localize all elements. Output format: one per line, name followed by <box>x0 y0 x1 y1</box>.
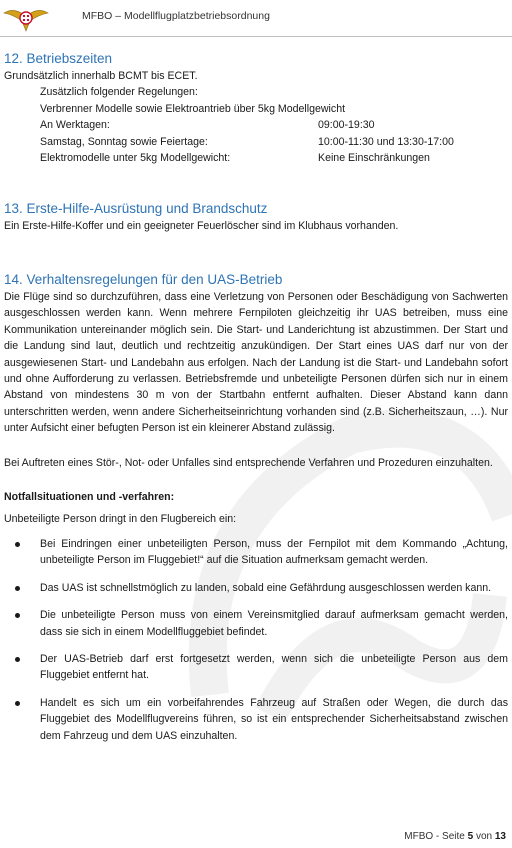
emergency-list <box>0 536 512 744</box>
hours-value: 10:00-11:30 und 13:30-17:00 <box>318 135 454 148</box>
club-logo-icon <box>2 3 50 33</box>
emergency-heading: Notfallsituationen und -verfahren: <box>4 491 175 504</box>
hours-row-electric <box>0 150 512 166</box>
section-14-para1: Die Flüge sind so durchzuführen, dass eine Verletzung von Personen oder Beschädigung von Sachwerten ausgeschlossen werden kann. Wenn mehrere Fernpiloten gleichzeitig ihr UAS betreiben, muss eine Kommunikation untereinander möglich sein. Die Start- und Landerichtung ist abzustimmen. Der Start und die Landung sind laut, deutlich und rechtzeitig anzukündigen. Der Start eines UAS darf nur von der ausgewiesenen Start- und Landebahn aus erfolgen. Nach der Landung ist die Start- und Landebahn sofort und ohne Aufforderung zu verlassen. Betriebsfremde und unbeteiligte Personen dürfen sich nur in einem Abstand von mindestens 30 m von der Startbahn entfernt aufhalten. Dieser Abstand kann dann unterschritten werden, wenn andere Sicherheitseinrichtung vorhanden sind (z.B. Sicherheitszaun, …). Nur unter Aufsicht einer befugten Person ist ein kleinerer Abstand zulässig. <box>4 291 508 435</box>
list-item-text: Die unbeteiligte Person muss von einem Vereinsmitglied darauf aufmerksam gemacht werden, dass sie sich in einem Modellfluggebiet befindet. <box>40 609 508 638</box>
list-item-text: Der UAS-Betrieb darf erst fortgesetzt werden, wenn sich die unbeteiligte Person aus dem Fluggebiet entfernt hat. <box>40 652 508 682</box>
section-14-para2: Bei Auftreten eines Stör-, Not- oder Unfalles sind entsprechende Verfahren und Prozeduren einzuhalten. <box>4 456 493 469</box>
list-item-text: Bei Eindringen einer unbeteiligten Person, muss der Fernpilot mit dem Kommando „Achtung, unbeteiligte Person im Fluggebiet!“ auf die Situation aufmerksam gemacht werden. <box>40 537 508 567</box>
list-item <box>0 695 512 744</box>
section-14-title: 14. Verhaltensregelungen für den UAS-Betrieb <box>4 272 283 287</box>
hours-value: Keine Einschränkungen <box>318 152 430 164</box>
section-12-intro: Grundsätzlich innerhalb BCMT bis ECET. <box>4 70 198 82</box>
hours-value: 09:00-19:30 <box>318 119 375 132</box>
section-12-line1: Zusätzlich folgender Regelungen: <box>40 86 198 99</box>
list-item <box>0 651 512 684</box>
bullet-dot-icon <box>15 657 20 662</box>
section-13 <box>0 200 512 234</box>
bullet-dot-icon <box>15 542 20 547</box>
bullet-dot-icon <box>15 613 20 618</box>
page-footer <box>404 829 506 845</box>
hours-label: Elektromodelle unter 5kg Modellgewicht: <box>40 152 231 164</box>
section-13-text: Ein Erste-Hilfe-Koffer und ein geeigneter Feuerlöscher sind im Klubhaus vorhanden. <box>4 220 399 232</box>
section-12 <box>0 50 512 166</box>
list-item <box>0 536 512 569</box>
bullet-dot-icon <box>15 701 20 706</box>
footer-prefix: MFBO - Seite <box>404 831 465 842</box>
hours-row-weekend <box>0 134 512 150</box>
hours-label: An Werktagen: <box>40 119 110 132</box>
section-12-line2: Verbrenner Modelle sowie Elektroantrieb über 5kg Modellgewicht <box>40 102 346 115</box>
list-item <box>0 607 512 640</box>
list-item-text: Das UAS ist schnellstmöglich zu landen, sobald eine Gefährdung ausgeschlossen werden kann. <box>40 581 492 594</box>
footer-total-pages: 13 <box>494 831 506 842</box>
bullet-dot-icon <box>15 586 20 591</box>
section-13-title: 13. Erste-Hilfe-Ausrüstung und Brandschutz <box>4 201 268 216</box>
page-header <box>0 0 512 37</box>
footer-page-number: 5 <box>467 831 474 842</box>
header-title: MFBO – Modellflugplatzbetriebsordnung <box>82 10 270 22</box>
list-item-text: Handelt es sich um ein vorbeifahrendes Fahrzeug auf Straßen oder Wegen, die durch das Fluggebiet des Modellflugvereins führen, so ist ein entsprechender Sicherheitsabstand zwischen dem Fahrzeug und dem UAS einzuhalten. <box>40 696 508 742</box>
footer-of: von <box>475 831 493 842</box>
hours-label: Samstag, Sonntag sowie Feiertage: <box>40 135 208 148</box>
list-item <box>0 580 512 596</box>
section-14 <box>0 271 512 755</box>
section-12-title: 12. Betriebszeiten <box>4 51 113 66</box>
hours-row-weekdays <box>0 117 512 133</box>
emergency-intro: Unbeteiligte Person dringt in den Flugbereich ein: <box>4 513 237 526</box>
